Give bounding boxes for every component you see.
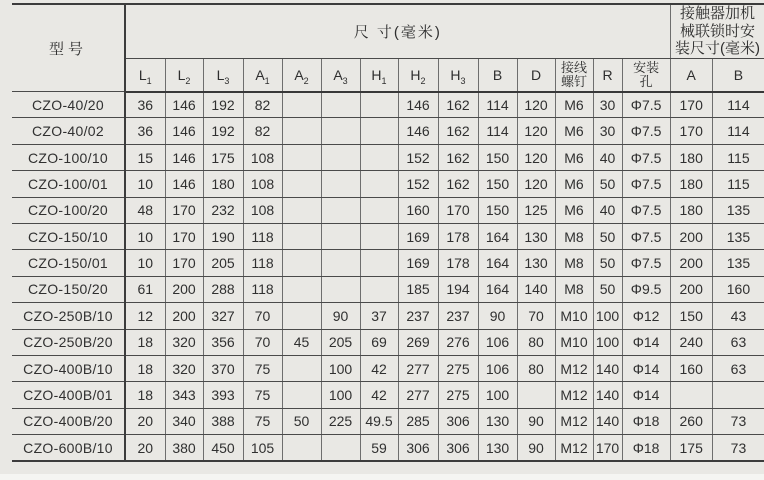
- dimension-cell: M8: [555, 250, 593, 276]
- dimension-cell: [360, 118, 398, 144]
- column-header-row: [12, 59, 764, 92]
- dimension-cell: 50: [593, 250, 622, 276]
- dimension-cell: 50: [593, 171, 622, 197]
- dimension-cell: 135: [712, 197, 764, 223]
- dimension-cell: 356: [203, 329, 243, 355]
- dimension-cell: 75: [243, 382, 282, 408]
- page-bottom-margin: [0, 474, 764, 480]
- table-row: [12, 197, 764, 223]
- dimension-cell: 118: [243, 224, 282, 250]
- dimension-cell: 370: [203, 355, 243, 381]
- dimension-cell: 380: [165, 435, 203, 461]
- dimension-cell: 48: [125, 197, 165, 223]
- dimension-cell: 100: [321, 355, 360, 381]
- model-cell: CZO-150/01: [12, 250, 125, 276]
- dimension-cell: [321, 224, 360, 250]
- dimension-cell: M6: [555, 171, 593, 197]
- dimension-cell: [360, 276, 398, 302]
- dimension-cell: [282, 92, 321, 118]
- dimension-cell: 40: [593, 144, 622, 170]
- dimension-cell: 340: [165, 408, 203, 434]
- dimension-cell: 320: [165, 355, 203, 381]
- dimension-cell: 146: [165, 144, 203, 170]
- dimension-cell: 75: [243, 355, 282, 381]
- dimension-cell: 10: [125, 250, 165, 276]
- dimension-cell: 276: [438, 329, 478, 355]
- col-header-mounting-hole: 安装 孔: [622, 59, 670, 92]
- dimension-cell: 269: [398, 329, 438, 355]
- dimension-cell: 37: [360, 303, 398, 329]
- dimension-cell: Φ7.5: [622, 144, 670, 170]
- dimension-cell: 90: [321, 303, 360, 329]
- dimension-cell: 164: [478, 250, 517, 276]
- col-header-interlock-b: B: [712, 59, 764, 92]
- dimension-cell: 169: [398, 250, 438, 276]
- dimension-cell: M6: [555, 144, 593, 170]
- dimension-cell: 42: [360, 382, 398, 408]
- dimension-cell: 59: [360, 435, 398, 461]
- dimension-cell: 49.5: [360, 408, 398, 434]
- dimension-cell: [360, 171, 398, 197]
- dimension-cell: 260: [670, 408, 712, 434]
- dimension-cell: 130: [478, 408, 517, 434]
- dimension-cell: 150: [478, 144, 517, 170]
- dimension-cell: 175: [203, 144, 243, 170]
- col-header-a1: $A_1$: [243, 59, 282, 92]
- dimension-cell: [282, 144, 321, 170]
- dimension-cell: [282, 171, 321, 197]
- dimension-cell: 160: [398, 197, 438, 223]
- dimension-cell: 108: [243, 197, 282, 223]
- dimension-cell: 130: [478, 435, 517, 461]
- dimension-cell: 169: [398, 224, 438, 250]
- dimension-cell: 175: [670, 435, 712, 461]
- dimension-cell: [360, 224, 398, 250]
- dimension-cell: M6: [555, 92, 593, 118]
- dimension-cell: 30: [593, 92, 622, 118]
- dimension-cell: 70: [243, 329, 282, 355]
- dimension-cell: [282, 250, 321, 276]
- dimension-cell: 200: [165, 276, 203, 302]
- model-column-header: 型号: [12, 4, 125, 92]
- dimension-cell: 232: [203, 197, 243, 223]
- dimension-cell: Φ14: [622, 355, 670, 381]
- dimension-cell: 50: [593, 224, 622, 250]
- model-cell: CZO-100/01: [12, 171, 125, 197]
- dimension-cell: 108: [243, 171, 282, 197]
- dimension-cell: 200: [670, 250, 712, 276]
- dimension-cell: 146: [165, 92, 203, 118]
- dimension-cell: Φ7.5: [622, 92, 670, 118]
- dimension-cell: 277: [398, 355, 438, 381]
- dimension-cell: 200: [670, 276, 712, 302]
- dimension-cell: 115: [712, 171, 764, 197]
- table-body: [12, 92, 764, 461]
- group-header-row: [12, 4, 764, 59]
- dimension-cell: 82: [243, 92, 282, 118]
- dimension-cell: 18: [125, 329, 165, 355]
- dimension-cell: 178: [438, 250, 478, 276]
- dimension-cell: 43: [712, 303, 764, 329]
- model-cell: CZO-250B/10: [12, 303, 125, 329]
- model-cell: CZO-100/10: [12, 144, 125, 170]
- dimension-cell: 146: [165, 171, 203, 197]
- dimension-cell: 164: [478, 224, 517, 250]
- dimension-cell: [282, 355, 321, 381]
- dimension-cell: 140: [593, 382, 622, 408]
- dimension-cell: 90: [478, 303, 517, 329]
- dimension-cell: 240: [670, 329, 712, 355]
- model-cell: CZO-400B/10: [12, 355, 125, 381]
- dimension-cell: 170: [165, 197, 203, 223]
- dimension-cell: [321, 197, 360, 223]
- table-row: [12, 171, 764, 197]
- dimension-cell: 125: [517, 197, 555, 223]
- table-row: [12, 92, 764, 118]
- dimension-cell: 285: [398, 408, 438, 434]
- dimension-cell: Φ7.5: [622, 224, 670, 250]
- col-header-h1: $H_1$: [360, 59, 398, 92]
- dimension-cell: 100: [593, 303, 622, 329]
- col-header-d: D: [517, 59, 555, 92]
- dimension-cell: 108: [243, 144, 282, 170]
- dimension-cell: 120: [517, 92, 555, 118]
- table-row: [12, 303, 764, 329]
- dimension-cell: Φ14: [622, 382, 670, 408]
- dimension-cell: 180: [203, 171, 243, 197]
- dimension-cell: 275: [438, 355, 478, 381]
- dimension-cell: 170: [165, 250, 203, 276]
- model-cell: CZO-400B/20: [12, 408, 125, 434]
- dimension-cell: 277: [398, 382, 438, 408]
- dimension-cell: [360, 250, 398, 276]
- dimension-cell: M12: [555, 435, 593, 461]
- model-cell: CZO-150/10: [12, 224, 125, 250]
- dimension-cell: 152: [398, 171, 438, 197]
- dimension-cell: 100: [593, 329, 622, 355]
- dimension-cell: 50: [593, 276, 622, 302]
- dimension-cell: 140: [593, 355, 622, 381]
- dimension-cell: Φ18: [622, 435, 670, 461]
- dimension-cell: 61: [125, 276, 165, 302]
- dimension-cell: 185: [398, 276, 438, 302]
- dimension-cell: 130: [517, 250, 555, 276]
- col-header-r: R: [593, 59, 622, 92]
- dimension-cell: Φ18: [622, 408, 670, 434]
- dimension-cell: 164: [478, 276, 517, 302]
- dimension-cell: 114: [712, 118, 764, 144]
- col-header-a2: $A_2$: [282, 59, 321, 92]
- dimension-cell: M12: [555, 355, 593, 381]
- dimension-cell: 20: [125, 408, 165, 434]
- dimension-cell: 10: [125, 224, 165, 250]
- dimension-cell: [360, 197, 398, 223]
- dimension-cell: M10: [555, 303, 593, 329]
- dimension-cell: 45: [282, 329, 321, 355]
- dimension-cell: 100: [478, 382, 517, 408]
- dimension-cell: [321, 435, 360, 461]
- dimension-cell: [321, 276, 360, 302]
- dimension-cell: 115: [712, 144, 764, 170]
- model-cell: CZO-150/20: [12, 276, 125, 302]
- dimension-cell: 70: [243, 303, 282, 329]
- table-row: [12, 435, 764, 461]
- dimension-cell: 118: [243, 250, 282, 276]
- dimension-cell: 90: [517, 435, 555, 461]
- dimension-cell: [670, 382, 712, 408]
- model-cell: CZO-400B/01: [12, 382, 125, 408]
- dimension-cell: 100: [321, 382, 360, 408]
- dimension-cell: 70: [517, 303, 555, 329]
- table-row: [12, 144, 764, 170]
- dimension-cell: 180: [670, 171, 712, 197]
- dimension-cell: 135: [712, 250, 764, 276]
- dimension-cell: 170: [438, 197, 478, 223]
- dimension-cell: [282, 435, 321, 461]
- table-row: [12, 355, 764, 381]
- dimension-cell: 75: [243, 408, 282, 434]
- dimension-cell: 69: [360, 329, 398, 355]
- col-header-interlock-a: A: [670, 59, 712, 92]
- dimension-cell: 162: [438, 144, 478, 170]
- dimension-cell: Φ7.5: [622, 250, 670, 276]
- model-cell: CZO-100/20: [12, 197, 125, 223]
- dimension-cell: 192: [203, 92, 243, 118]
- dimension-cell: 118: [243, 276, 282, 302]
- table-row: [12, 276, 764, 302]
- dimension-cell: 36: [125, 118, 165, 144]
- dimension-cell: [321, 144, 360, 170]
- table-row: [12, 329, 764, 355]
- dimension-cell: 80: [517, 329, 555, 355]
- dimension-cell: 194: [438, 276, 478, 302]
- dimension-cell: 10: [125, 171, 165, 197]
- dimension-cell: 106: [478, 355, 517, 381]
- dimension-cell: M12: [555, 382, 593, 408]
- dimension-cell: 135: [712, 224, 764, 250]
- dimension-cell: 42: [360, 355, 398, 381]
- dimension-cell: 178: [438, 224, 478, 250]
- dimension-cell: 140: [593, 408, 622, 434]
- dimension-cell: 205: [203, 250, 243, 276]
- dimension-cell: [282, 118, 321, 144]
- dimension-cell: 80: [517, 355, 555, 381]
- dimension-cell: 12: [125, 303, 165, 329]
- dimension-cell: [282, 197, 321, 223]
- dimension-cell: 450: [203, 435, 243, 461]
- dimension-cell: 30: [593, 118, 622, 144]
- dimension-cell: [321, 171, 360, 197]
- dimension-cell: [712, 382, 764, 408]
- dimension-cell: 146: [165, 118, 203, 144]
- dimension-cell: [282, 276, 321, 302]
- dimension-cell: M8: [555, 224, 593, 250]
- dimension-cell: Φ12: [622, 303, 670, 329]
- dimension-cell: 180: [670, 144, 712, 170]
- dimension-cell: Φ7.5: [622, 171, 670, 197]
- col-header-l2: $L_2$: [165, 59, 203, 92]
- model-cell: CZO-600B/10: [12, 435, 125, 461]
- dimension-cell: 288: [203, 276, 243, 302]
- model-cell: CZO-40/20: [12, 92, 125, 118]
- dimension-cell: [321, 250, 360, 276]
- dimension-cell: 200: [670, 224, 712, 250]
- dimension-cell: 170: [165, 224, 203, 250]
- dimension-cell: Φ9.5: [622, 276, 670, 302]
- dimension-cell: 150: [670, 303, 712, 329]
- dimension-cell: 393: [203, 382, 243, 408]
- dimension-cell: [321, 118, 360, 144]
- col-header-l1: $L_1$: [125, 59, 165, 92]
- dimension-cell: M10: [555, 329, 593, 355]
- dimension-cell: 160: [670, 355, 712, 381]
- dimension-cell: 120: [517, 118, 555, 144]
- dimension-cell: 152: [398, 144, 438, 170]
- dimension-cell: M6: [555, 197, 593, 223]
- dimension-cell: [282, 382, 321, 408]
- dimension-cell: [321, 92, 360, 118]
- table-row: [12, 408, 764, 434]
- dimension-cell: 180: [670, 197, 712, 223]
- dimension-cell: 106: [478, 329, 517, 355]
- dimension-cell: 146: [398, 92, 438, 118]
- dimension-cell: 170: [670, 118, 712, 144]
- dimension-cell: 160: [712, 276, 764, 302]
- dimension-cell: 237: [398, 303, 438, 329]
- dimension-cell: 140: [517, 276, 555, 302]
- dimension-cell: [282, 303, 321, 329]
- dimension-cell: 105: [243, 435, 282, 461]
- dimension-cell: 63: [712, 329, 764, 355]
- interlock-mount-group-header: 接触器加机械联锁时安装尺寸(毫米): [670, 4, 764, 59]
- dimension-cell: M12: [555, 408, 593, 434]
- dimension-cell: 327: [203, 303, 243, 329]
- dimension-cell: 320: [165, 329, 203, 355]
- dimension-cell: 306: [438, 408, 478, 434]
- dimension-cell: 237: [438, 303, 478, 329]
- dimension-cell: 388: [203, 408, 243, 434]
- col-header-terminal-screw: 接线 螺钉: [555, 59, 593, 92]
- dimension-cell: 162: [438, 171, 478, 197]
- col-header-l3: $L_3$: [203, 59, 243, 92]
- dimension-cell: [360, 92, 398, 118]
- dimension-cell: 15: [125, 144, 165, 170]
- model-cell: CZO-250B/20: [12, 329, 125, 355]
- dimension-cell: 114: [478, 118, 517, 144]
- dimension-cell: 146: [398, 118, 438, 144]
- table-row: [12, 224, 764, 250]
- dimension-cell: 63: [712, 355, 764, 381]
- dimension-cell: M8: [555, 276, 593, 302]
- dimension-cell: 170: [670, 92, 712, 118]
- dimension-cell: 18: [125, 382, 165, 408]
- dimension-cell: Φ14: [622, 329, 670, 355]
- dimension-cell: M6: [555, 118, 593, 144]
- dimension-cell: 82: [243, 118, 282, 144]
- dimension-cell: 190: [203, 224, 243, 250]
- col-header-b: B: [478, 59, 517, 92]
- dimension-cell: 343: [165, 382, 203, 408]
- table-row: [12, 382, 764, 408]
- table-row: [12, 250, 764, 276]
- dimension-cell: [282, 224, 321, 250]
- dimension-cell: 205: [321, 329, 360, 355]
- dimension-cell: 114: [478, 92, 517, 118]
- dimension-cell: 90: [517, 408, 555, 434]
- dimension-cell: 73: [712, 435, 764, 461]
- dimension-cell: 130: [517, 224, 555, 250]
- dimension-cell: 18: [125, 355, 165, 381]
- dimension-cell: 114: [712, 92, 764, 118]
- model-cell: CZO-40/02: [12, 118, 125, 144]
- dimension-cell: 200: [165, 303, 203, 329]
- dimension-cell: 150: [478, 197, 517, 223]
- dimension-cell: 170: [593, 435, 622, 461]
- dimension-cell: 36: [125, 92, 165, 118]
- dimension-cell: 40: [593, 197, 622, 223]
- table-row: [12, 118, 764, 144]
- dimension-cell: 73: [712, 408, 764, 434]
- dimension-cell: 150: [478, 171, 517, 197]
- dimension-cell: 120: [517, 144, 555, 170]
- dimension-cell: 306: [438, 435, 478, 461]
- dimension-cell: 306: [398, 435, 438, 461]
- dimension-cell: 50: [282, 408, 321, 434]
- dimension-cell: Φ7.5: [622, 197, 670, 223]
- dimension-cell: 120: [517, 171, 555, 197]
- dimension-cell: 225: [321, 408, 360, 434]
- col-header-a3: $A_3$: [321, 59, 360, 92]
- dimension-cell: [360, 144, 398, 170]
- dimension-cell: 192: [203, 118, 243, 144]
- dimension-cell: Φ7.5: [622, 118, 670, 144]
- dimension-cell: 20: [125, 435, 165, 461]
- dimensions-group-header: 尺 寸(毫米): [125, 4, 670, 59]
- col-header-h2: $H_2$: [398, 59, 438, 92]
- dimension-cell: 162: [438, 118, 478, 144]
- col-header-h3: $H_3$: [438, 59, 478, 92]
- dimension-cell: 275: [438, 382, 478, 408]
- dimension-cell: 162: [438, 92, 478, 118]
- dimension-cell: [517, 382, 555, 408]
- dimension-table: [12, 3, 764, 462]
